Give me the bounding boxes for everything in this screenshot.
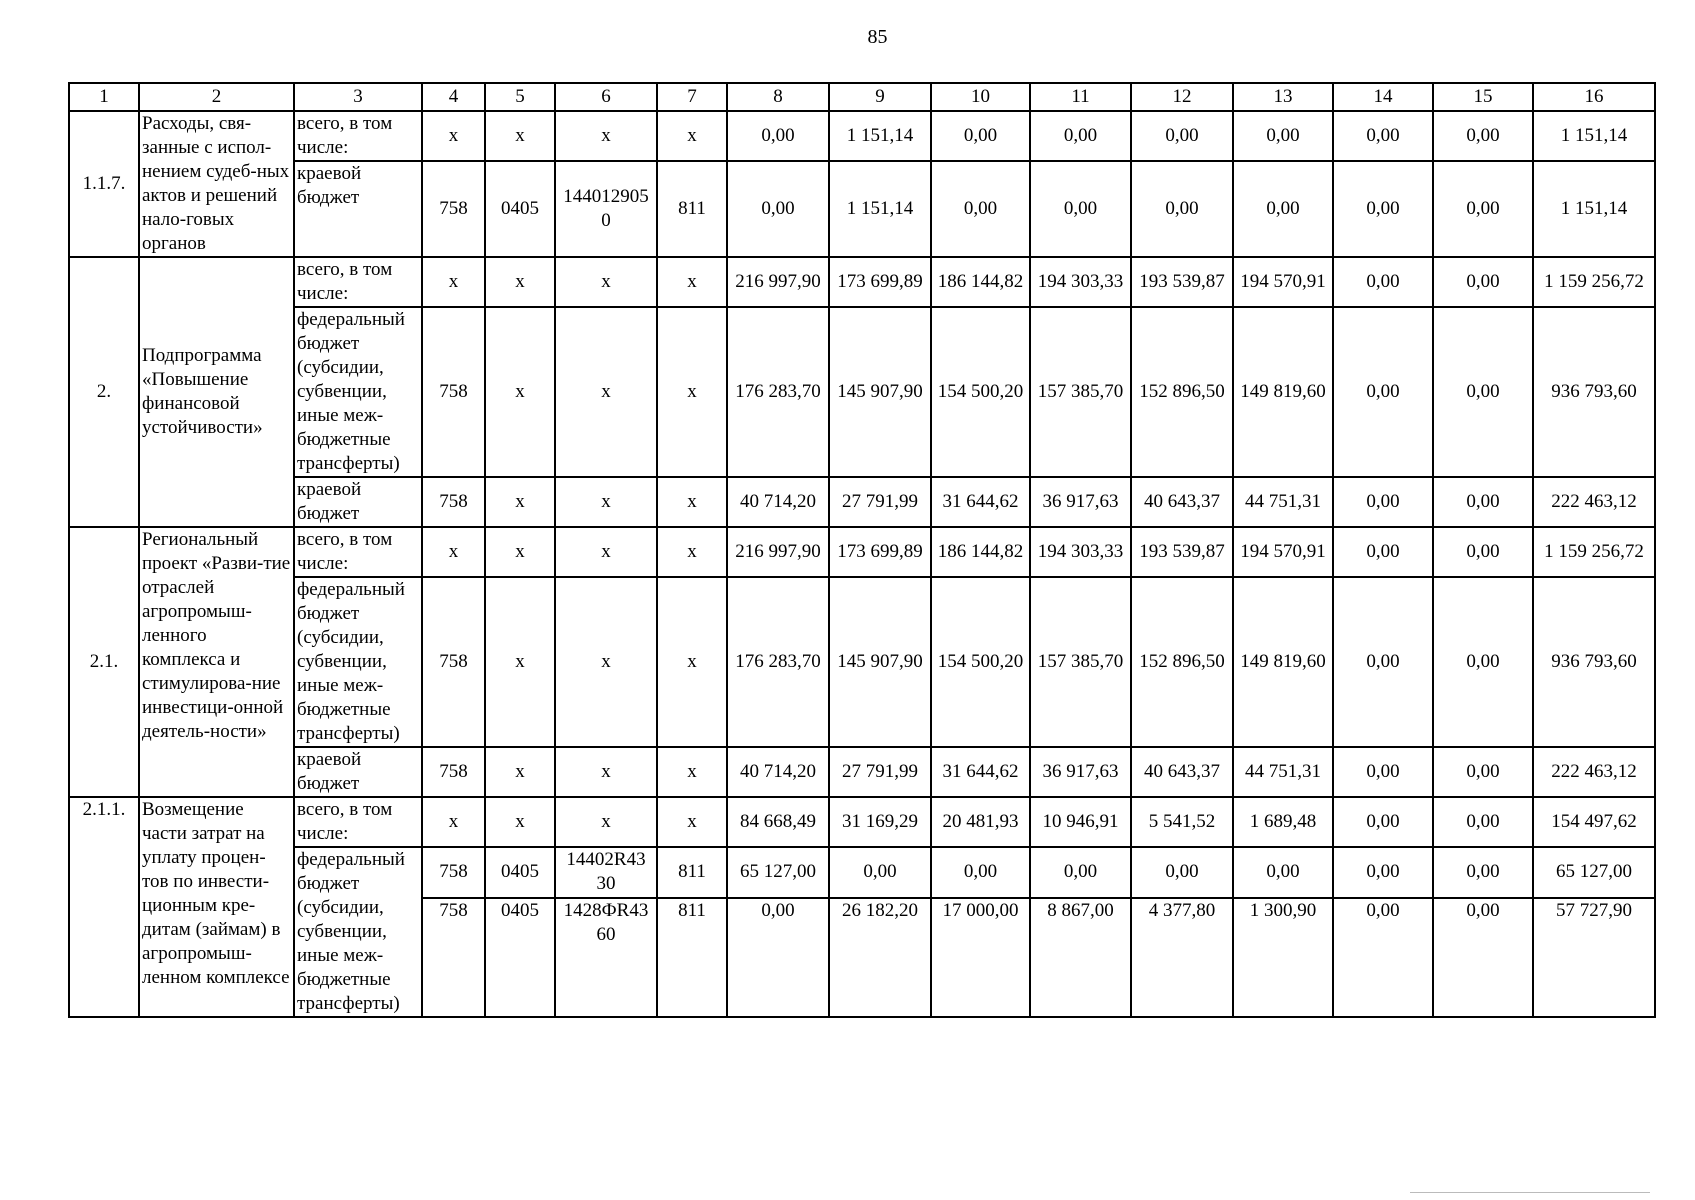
row-index: 2. [69, 257, 139, 527]
funding-source: всего, в том числе: [294, 797, 422, 847]
amount-cell: 216 997,90 [727, 527, 829, 577]
code-cell: x [657, 111, 727, 161]
funding-source: всего, в том числе: [294, 257, 422, 307]
col-header: 16 [1533, 83, 1655, 111]
amount-cell: 0,00 [1433, 257, 1533, 307]
amount-cell: 36 917,63 [1030, 747, 1131, 797]
code-cell: 758 [422, 477, 485, 527]
amount-cell: 173 699,89 [829, 527, 931, 577]
amount-cell: 194 303,33 [1030, 257, 1131, 307]
col-header: 15 [1433, 83, 1533, 111]
code-cell: 758 [422, 161, 485, 257]
row-title: Расходы, свя-занные с испол-нением судеб-ных актов и решений нало-говых органов [139, 111, 294, 257]
amount-cell: 0,00 [1333, 161, 1433, 257]
code-cell: x [657, 477, 727, 527]
amount-cell: 0,00 [1333, 797, 1433, 847]
amount-cell: 65 127,00 [727, 847, 829, 898]
code-cell: x [485, 527, 555, 577]
table-row [69, 847, 1655, 898]
amount-cell: 27 791,99 [829, 747, 931, 797]
page-number: 85 [867, 26, 888, 48]
amount-cell: 0,00 [1233, 111, 1333, 161]
table-row [69, 577, 1655, 747]
amount-cell: 194 570,91 [1233, 527, 1333, 577]
code-cell: 758 [422, 847, 485, 898]
amount-cell: 154 497,62 [1533, 797, 1655, 847]
code-cell: x [485, 577, 555, 747]
amount-cell: 0,00 [1333, 307, 1433, 477]
amount-cell: 0,00 [1333, 111, 1433, 161]
col-header: 12 [1131, 83, 1233, 111]
amount-cell: 0,00 [931, 847, 1030, 898]
amount-cell: 0,00 [1333, 847, 1433, 898]
code-cell: x [485, 797, 555, 847]
code-cell: x [485, 747, 555, 797]
amount-cell: 0,00 [727, 898, 829, 1017]
amount-cell: 1 151,14 [1533, 161, 1655, 257]
col-header: 6 [555, 83, 657, 111]
amount-cell: 36 917,63 [1030, 477, 1131, 527]
amount-cell: 0,00 [931, 161, 1030, 257]
code-cell: x [485, 307, 555, 477]
code-cell: 144012905 0 [555, 161, 657, 257]
code-cell: x [485, 257, 555, 307]
amount-cell: 0,00 [1233, 847, 1333, 898]
amount-cell: 44 751,31 [1233, 747, 1333, 797]
amount-cell: 0,00 [1333, 747, 1433, 797]
amount-cell: 0,00 [1233, 161, 1333, 257]
col-header: 7 [657, 83, 727, 111]
code-cell: 811 [657, 161, 727, 257]
amount-cell: 0,00 [1433, 111, 1533, 161]
code-cell: x [657, 577, 727, 747]
col-header: 3 [294, 83, 422, 111]
amount-cell: 31 644,62 [931, 747, 1030, 797]
amount-cell: 0,00 [1433, 477, 1533, 527]
amount-cell: 0,00 [1131, 847, 1233, 898]
code-cell: 14402R43 30 [555, 847, 657, 898]
code-cell: 0405 [485, 898, 555, 1017]
funding-source: краевой бюджет [294, 161, 422, 257]
amount-cell: 936 793,60 [1533, 577, 1655, 747]
code-cell: x [657, 797, 727, 847]
code-cell: 758 [422, 898, 485, 1017]
amount-cell: 0,00 [1433, 898, 1533, 1017]
code-cell: x [555, 307, 657, 477]
table-row [69, 527, 1655, 577]
amount-cell: 194 303,33 [1030, 527, 1131, 577]
code-cell: 758 [422, 747, 485, 797]
amount-cell: 0,00 [1131, 111, 1233, 161]
amount-cell: 31 644,62 [931, 477, 1030, 527]
amount-cell: 84 668,49 [727, 797, 829, 847]
row-title: Региональный проект «Разви-тие отраслей агропромыш-ленного комплекса и стимулирова-ние инвестици-онной деятель-ности» [139, 527, 294, 797]
amount-cell: 0,00 [1333, 477, 1433, 527]
col-header: 11 [1030, 83, 1131, 111]
amount-cell: 157 385,70 [1030, 577, 1131, 747]
amount-cell: 152 896,50 [1131, 307, 1233, 477]
table-row [69, 747, 1655, 797]
col-header: 10 [931, 83, 1030, 111]
amount-cell: 1 151,14 [829, 111, 931, 161]
code-cell: x [422, 111, 485, 161]
amount-cell: 149 819,60 [1233, 307, 1333, 477]
table-row [69, 477, 1655, 527]
amount-cell: 5 541,52 [1131, 797, 1233, 847]
amount-cell: 1 159 256,72 [1533, 257, 1655, 307]
col-header: 1 [69, 83, 139, 111]
amount-cell: 0,00 [727, 111, 829, 161]
amount-cell: 20 481,93 [931, 797, 1030, 847]
amount-cell: 10 946,91 [1030, 797, 1131, 847]
amount-cell: 4 377,80 [1131, 898, 1233, 1017]
amount-cell: 57 727,90 [1533, 898, 1655, 1017]
amount-cell: 1 300,90 [1233, 898, 1333, 1017]
code-cell: x [555, 477, 657, 527]
funding-source: федеральный бюджет (субсидии, субвенции, иные меж-бюджетные трансферты) [294, 847, 422, 1017]
code-cell: 811 [657, 847, 727, 898]
table-row [69, 161, 1655, 257]
col-header: 2 [139, 83, 294, 111]
amount-cell: 0,00 [1433, 797, 1533, 847]
col-header: 8 [727, 83, 829, 111]
budget-table [68, 82, 1656, 1018]
amount-cell: 157 385,70 [1030, 307, 1131, 477]
code-cell: x [422, 257, 485, 307]
amount-cell: 0,00 [829, 847, 931, 898]
row-index: 2.1. [69, 527, 139, 797]
code-cell: x [555, 577, 657, 747]
amount-cell: 0,00 [1333, 898, 1433, 1017]
code-cell: 0405 [485, 847, 555, 898]
amount-cell: 17 000,00 [931, 898, 1030, 1017]
amount-cell: 0,00 [1030, 161, 1131, 257]
amount-cell: 193 539,87 [1131, 257, 1233, 307]
amount-cell: 0,00 [1433, 847, 1533, 898]
amount-cell: 216 997,90 [727, 257, 829, 307]
amount-cell: 194 570,91 [1233, 257, 1333, 307]
amount-cell: 0,00 [1030, 847, 1131, 898]
amount-cell: 176 283,70 [727, 577, 829, 747]
amount-cell: 0,00 [727, 161, 829, 257]
funding-source: федеральный бюджет (субсидии, субвенции, иные меж-бюджетные трансферты) [294, 577, 422, 747]
amount-cell: 222 463,12 [1533, 477, 1655, 527]
amount-cell: 44 751,31 [1233, 477, 1333, 527]
code-cell: x [657, 747, 727, 797]
code-cell: 1428ФR43 60 [555, 898, 657, 1017]
code-cell: x [422, 527, 485, 577]
amount-cell: 0,00 [1433, 161, 1533, 257]
amount-cell: 145 907,90 [829, 307, 931, 477]
funding-source: всего, в том числе: [294, 527, 422, 577]
amount-cell: 186 144,82 [931, 527, 1030, 577]
amount-cell: 31 169,29 [829, 797, 931, 847]
table-row [69, 307, 1655, 477]
amount-cell: 0,00 [1131, 161, 1233, 257]
amount-cell: 1 159 256,72 [1533, 527, 1655, 577]
row-title: Возмещение части затрат на уплату процен-тов по инвести-ционным кре-дитам (займам) в агропромыш-ленном комплексе [139, 797, 294, 1017]
code-cell: x [657, 527, 727, 577]
amount-cell: 0,00 [1030, 111, 1131, 161]
amount-cell: 0,00 [1333, 577, 1433, 747]
funding-source: всего, в том числе: [294, 111, 422, 161]
code-cell: x [422, 797, 485, 847]
code-cell: 758 [422, 307, 485, 477]
col-header: 4 [422, 83, 485, 111]
header-row [69, 83, 1655, 111]
amount-cell: 145 907,90 [829, 577, 931, 747]
code-cell: x [657, 307, 727, 477]
amount-cell: 193 539,87 [1131, 527, 1233, 577]
amount-cell: 27 791,99 [829, 477, 931, 527]
amount-cell: 176 283,70 [727, 307, 829, 477]
amount-cell: 40 643,37 [1131, 477, 1233, 527]
funding-source: краевой бюджет [294, 477, 422, 527]
col-header: 13 [1233, 83, 1333, 111]
amount-cell: 0,00 [1433, 577, 1533, 747]
code-cell: x [555, 111, 657, 161]
amount-cell: 0,00 [1433, 527, 1533, 577]
amount-cell: 1 151,14 [829, 161, 931, 257]
amount-cell: 40 714,20 [727, 477, 829, 527]
amount-cell: 26 182,20 [829, 898, 931, 1017]
row-index: 1.1.7. [69, 111, 139, 257]
code-cell: x [657, 257, 727, 307]
amount-cell: 154 500,20 [931, 577, 1030, 747]
amount-cell: 149 819,60 [1233, 577, 1333, 747]
amount-cell: 8 867,00 [1030, 898, 1131, 1017]
amount-cell: 936 793,60 [1533, 307, 1655, 477]
table-row [69, 797, 1655, 847]
code-cell: 811 [657, 898, 727, 1017]
funding-source: краевой бюджет [294, 747, 422, 797]
amount-cell: 0,00 [931, 111, 1030, 161]
col-header: 5 [485, 83, 555, 111]
col-header: 9 [829, 83, 931, 111]
funding-source: федеральный бюджет (субсидии, субвенции, иные меж-бюджетные трансферты) [294, 307, 422, 477]
amount-cell: 222 463,12 [1533, 747, 1655, 797]
amount-cell: 0,00 [1333, 527, 1433, 577]
amount-cell: 40 714,20 [727, 747, 829, 797]
row-title: Подпрограмма «Повышение финансовой устойчивости» [139, 257, 294, 527]
code-cell: x [485, 477, 555, 527]
code-cell: x [555, 527, 657, 577]
amount-cell: 186 144,82 [931, 257, 1030, 307]
code-cell: 0405 [485, 161, 555, 257]
col-header: 14 [1333, 83, 1433, 111]
footer-line [1410, 1192, 1650, 1193]
amount-cell: 40 643,37 [1131, 747, 1233, 797]
code-cell: x [555, 747, 657, 797]
code-cell: 758 [422, 577, 485, 747]
code-cell: x [555, 257, 657, 307]
code-cell: x [485, 111, 555, 161]
table-row [69, 257, 1655, 307]
amount-cell: 154 500,20 [931, 307, 1030, 477]
amount-cell: 152 896,50 [1131, 577, 1233, 747]
amount-cell: 1 151,14 [1533, 111, 1655, 161]
amount-cell: 173 699,89 [829, 257, 931, 307]
amount-cell: 0,00 [1433, 747, 1533, 797]
table-row [69, 111, 1655, 161]
amount-cell: 1 689,48 [1233, 797, 1333, 847]
row-index: 2.1.1. [69, 797, 139, 1017]
amount-cell: 0,00 [1333, 257, 1433, 307]
amount-cell: 65 127,00 [1533, 847, 1655, 898]
amount-cell: 0,00 [1433, 307, 1533, 477]
code-cell: x [555, 797, 657, 847]
